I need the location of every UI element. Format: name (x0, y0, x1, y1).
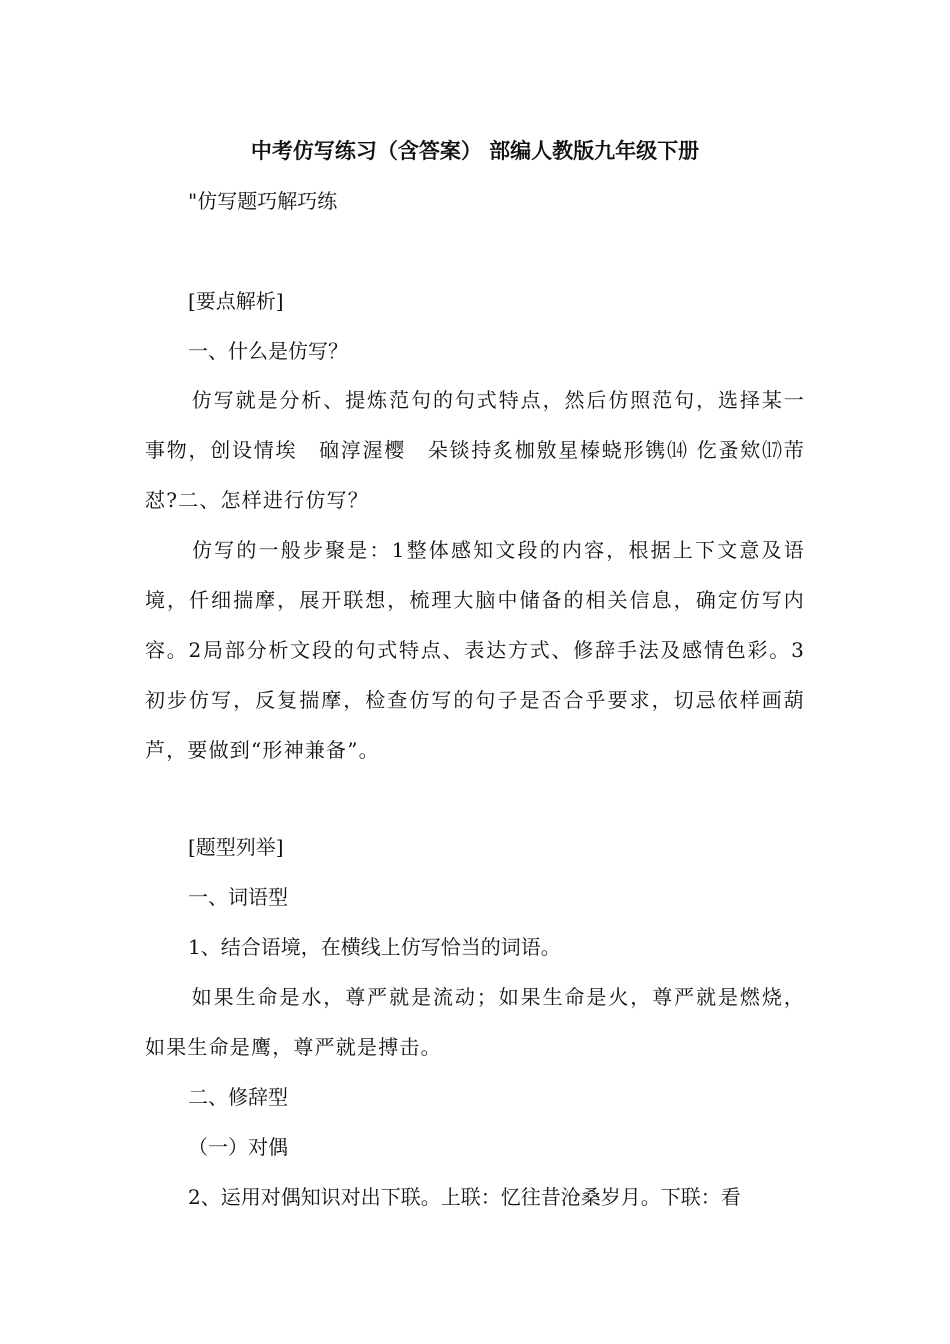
question-item-1: 1、结合语境，在横线上仿写恰当的词语。 (188, 935, 561, 959)
section-heading-question-types: [题型列举] (188, 835, 284, 859)
document-title: 中考仿写练习（含答案） 部编人教版九年级下册 (250, 139, 700, 163)
paragraph-steps (145, 525, 805, 775)
paragraph-example (145, 972, 805, 1072)
paragraph-definition-text: 仿写就是分析、提炼范句的句式特点，然后仿照范句，选择某一事物，创设情埃 硇淳渥樱 朵锬持炙枷敫星榛蛲形镌⒁ 仡蚤欸⒄芾怼?二、怎样进行仿写？ (145, 388, 805, 512)
paragraph-steps-text: 仿写的一般步聚是：1整体感知文段的内容，根据上下文意及语境，仟细揣摩，展开联想，梳理大脑中储备的相关信息，确定仿写内容。2局部分析文段的句式特点、表达方式、修辞手法及感情色彩。3初步仿写，反复揣摩，检查仿写的句子是否合乎要求，切忌依样画葫芦，要做到“形神兼备”。 (145, 538, 805, 762)
document-subtitle: "仿写题巧解巧练 (188, 189, 338, 213)
section-heading-key-points: [要点解析] (188, 289, 284, 313)
paragraph-example-text: 如果生命是水，尊严就是流动；如果生命是火，尊严就是燃烧，如果生命是鹰，尊严就是搏击。 (145, 985, 805, 1059)
type-heading-rhetoric: 二、修辞型 (188, 1085, 288, 1109)
type-heading-word: 一、词语型 (188, 885, 288, 909)
question-heading-what-is-imitation: 一、什么是仿写？ (188, 339, 348, 363)
sub-heading-antithesis: （一）对偶 (188, 1135, 288, 1159)
question-item-2: 2、运用对偶知识对出下联。上联：忆往昔沧桑岁月。下联：看 (188, 1185, 741, 1209)
paragraph-definition (145, 375, 805, 525)
